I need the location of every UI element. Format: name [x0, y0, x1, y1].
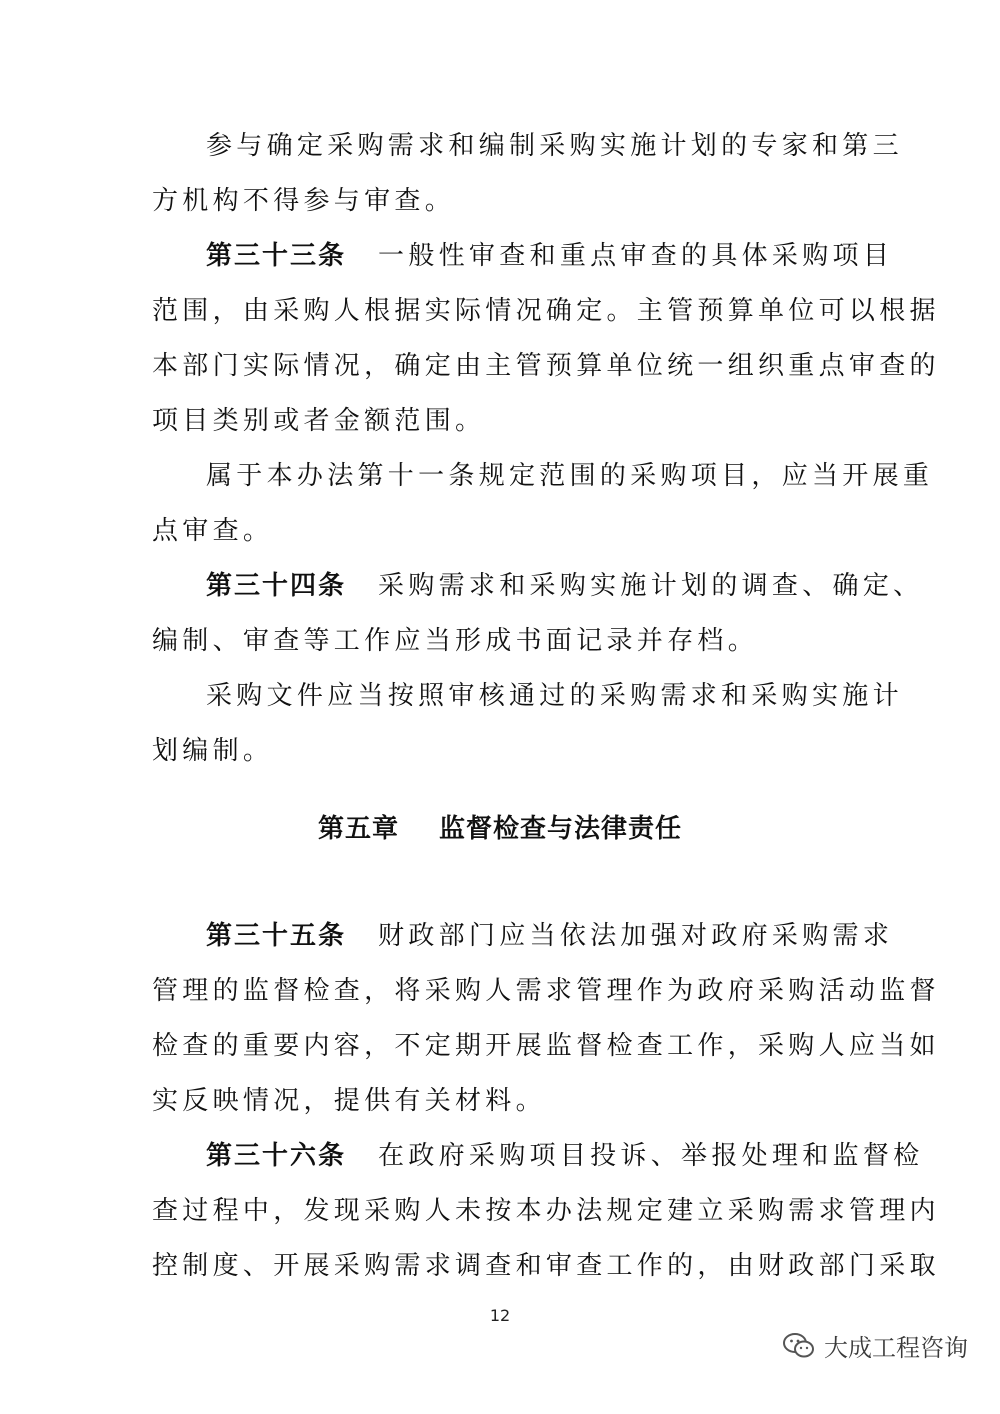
chapter-heading	[0, 813, 1000, 845]
text-line: 实反映情况，提供有关材料。	[152, 1086, 546, 1116]
text-span: 财政部门应当依法加强对政府采购需求	[378, 921, 894, 951]
text-span: 一般性审查和重点审查的具体采购项目	[378, 241, 894, 271]
text-span: 采购需求和采购实施计划的调查、确定、	[378, 571, 924, 601]
page-number: 12	[489, 1306, 511, 1325]
article-heading: 第三十五条	[206, 921, 347, 951]
text-line: 管理的监督检查，将采购人需求管理作为政府采购活动监督	[152, 976, 940, 1006]
text-line: 编制、审查等工作应当形成书面记录并存档。	[152, 626, 759, 656]
article-heading: 第三十三条	[206, 241, 347, 271]
text-line: 项目类别或者金额范围。	[152, 406, 486, 436]
article-heading: 第三十四条	[206, 571, 347, 601]
article-line	[206, 240, 894, 272]
text-line: 查过程中，发现采购人未按本办法规定建立采购需求管理内	[152, 1196, 940, 1226]
text-line: 属于本办法第十一条规定范围的采购项目，应当开展重	[206, 461, 934, 491]
text-line: 范围，由采购人根据实际情况确定。主管预算单位可以根据	[152, 296, 940, 326]
text-line: 方机构不得参与审查。	[152, 186, 456, 216]
article-line	[206, 1140, 924, 1172]
watermark-text: 大成工程咨询	[824, 1334, 968, 1362]
chapter-number: 第五章	[317, 814, 399, 844]
watermark	[782, 1328, 968, 1363]
text-line: 划编制。	[152, 736, 274, 766]
chapter-title: 监督检查与法律责任	[439, 814, 683, 844]
text-span: 在政府采购项目投诉、举报处理和监督检	[378, 1141, 924, 1171]
text-line: 控制度、开展采购需求调查和审查工作的，由财政部门采取	[152, 1251, 940, 1281]
text-line: 点审查。	[152, 516, 274, 546]
wechat-icon	[782, 1331, 816, 1361]
article-line	[206, 920, 894, 952]
text-line: 检查的重要内容，不定期开展监督检查工作，采购人应当如	[152, 1031, 940, 1061]
text-line: 本部门实际情况，确定由主管预算单位统一组织重点审查的	[152, 351, 940, 381]
text-line: 参与确定采购需求和编制采购实施计划的专家和第三	[206, 131, 903, 161]
article-line	[206, 570, 924, 602]
article-heading: 第三十六条	[206, 1141, 347, 1171]
text-line: 采购文件应当按照审核通过的采购需求和采购实施计	[206, 681, 903, 711]
